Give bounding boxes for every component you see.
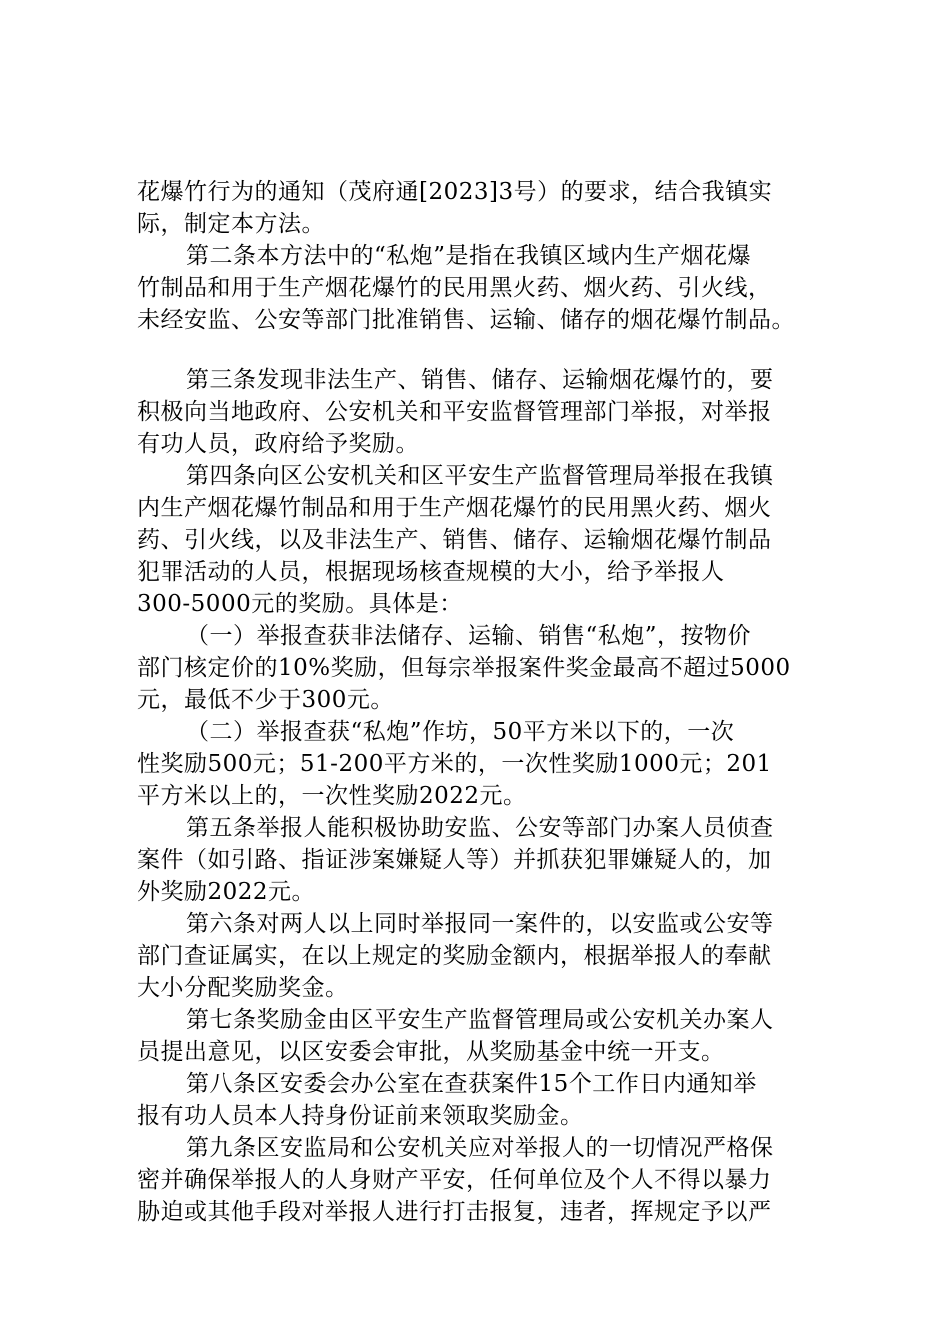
text-line: 有功人员，政府给予奖励。 [137,431,419,457]
text-line: 员提出意见，以区安委会审批，从奖励基金中统一开支。 [137,1039,725,1065]
text-line: 药、引火线，以及非法生产、销售、储存、运输烟花爆竹制品 [137,527,772,553]
text-line: 胁迫或其他手段对举报人进行打击报复，违者，挥规定予以严 [137,1199,772,1225]
text-line: 大小分配奖励奖金。 [137,975,349,1001]
text-line: 性奖励500元；51-200平方米的，一次性奖励1000元；201 [137,751,772,777]
text-line: 犯罪活动的人员，根据现场核查规模的大小，给予举报人 [137,559,725,585]
text-line: 第六条对两人以上同时举报同一案件的，以安监或公安等 [186,911,774,937]
text-line: 积极向当地政府、公安机关和平安监督管理部门举报，对举报 [137,399,772,425]
text-line: 部门查证属实，在以上规定的奖励金额内，根据举报人的奉献 [137,943,772,969]
text-line: 报有功人员本人持身份证前来领取奖励金。 [137,1103,584,1129]
text-line: 元，最低不少于300元。 [137,687,394,713]
text-line: 花爆竹行为的通知（茂府通[2023]3号）的要求，结合我镇实 [137,179,773,205]
text-line: 案件（如引路、指证涉案嫌疑人等）并抓获犯罪嫌疑人的，加 [137,847,772,873]
text-line: （一）举报查获非法储存、运输、销售“私炮”，按物价 [186,623,752,649]
text-line: 外奖励2022元。 [137,879,316,905]
text-line: 未经安监、公安等部门批准销售、运输、储存的烟花爆竹制品。 [137,307,795,333]
text-line: 内生产烟花爆竹制品和用于生产烟花爆竹的民用黑火药、烟火 [137,495,772,521]
text-line: 部门核定价的10%奖励，但每宗举报案件奖金最高不超过5000 [137,655,791,681]
text-line: 竹制品和用于生产烟花爆竹的民用黑火药、烟火药、引火线， [137,275,772,301]
text-line: 平方米以上的，一次性奖励2022元。 [137,783,527,809]
text-line: 第五条举报人能积极协助安监、公安等部门办案人员侦查 [186,815,774,841]
text-line: 第八条区安委会办公室在查获案件15个工作日内通知举 [186,1071,757,1097]
text-line: （二）举报查获“私炮”作坊，50平方米以下的，一次 [186,719,735,745]
text-line: 300-5000元的奖励。具体是： [137,591,463,617]
text-line: 第四条向区公安机关和区平安生产监督管理局举报在我镇 [186,463,774,489]
text-line: 第三条发现非法生产、销售、储存、运输烟花爆竹的，要 [186,367,774,393]
text-line: 第二条本方法中的“私炮”是指在我镇区域内生产烟花爆 [186,243,752,269]
text-line: 第七条奖励金由区平安生产监督管理局或公安机关办案人 [186,1007,774,1033]
text-line: 第九条区安监局和公安机关应对举报人的一切情况严格保 [186,1135,774,1161]
text-line: 际，制定本方法。 [137,211,325,237]
text-line: 密并确保举报人的人身财产平安，任何单位及个人不得以暴力 [137,1167,772,1193]
